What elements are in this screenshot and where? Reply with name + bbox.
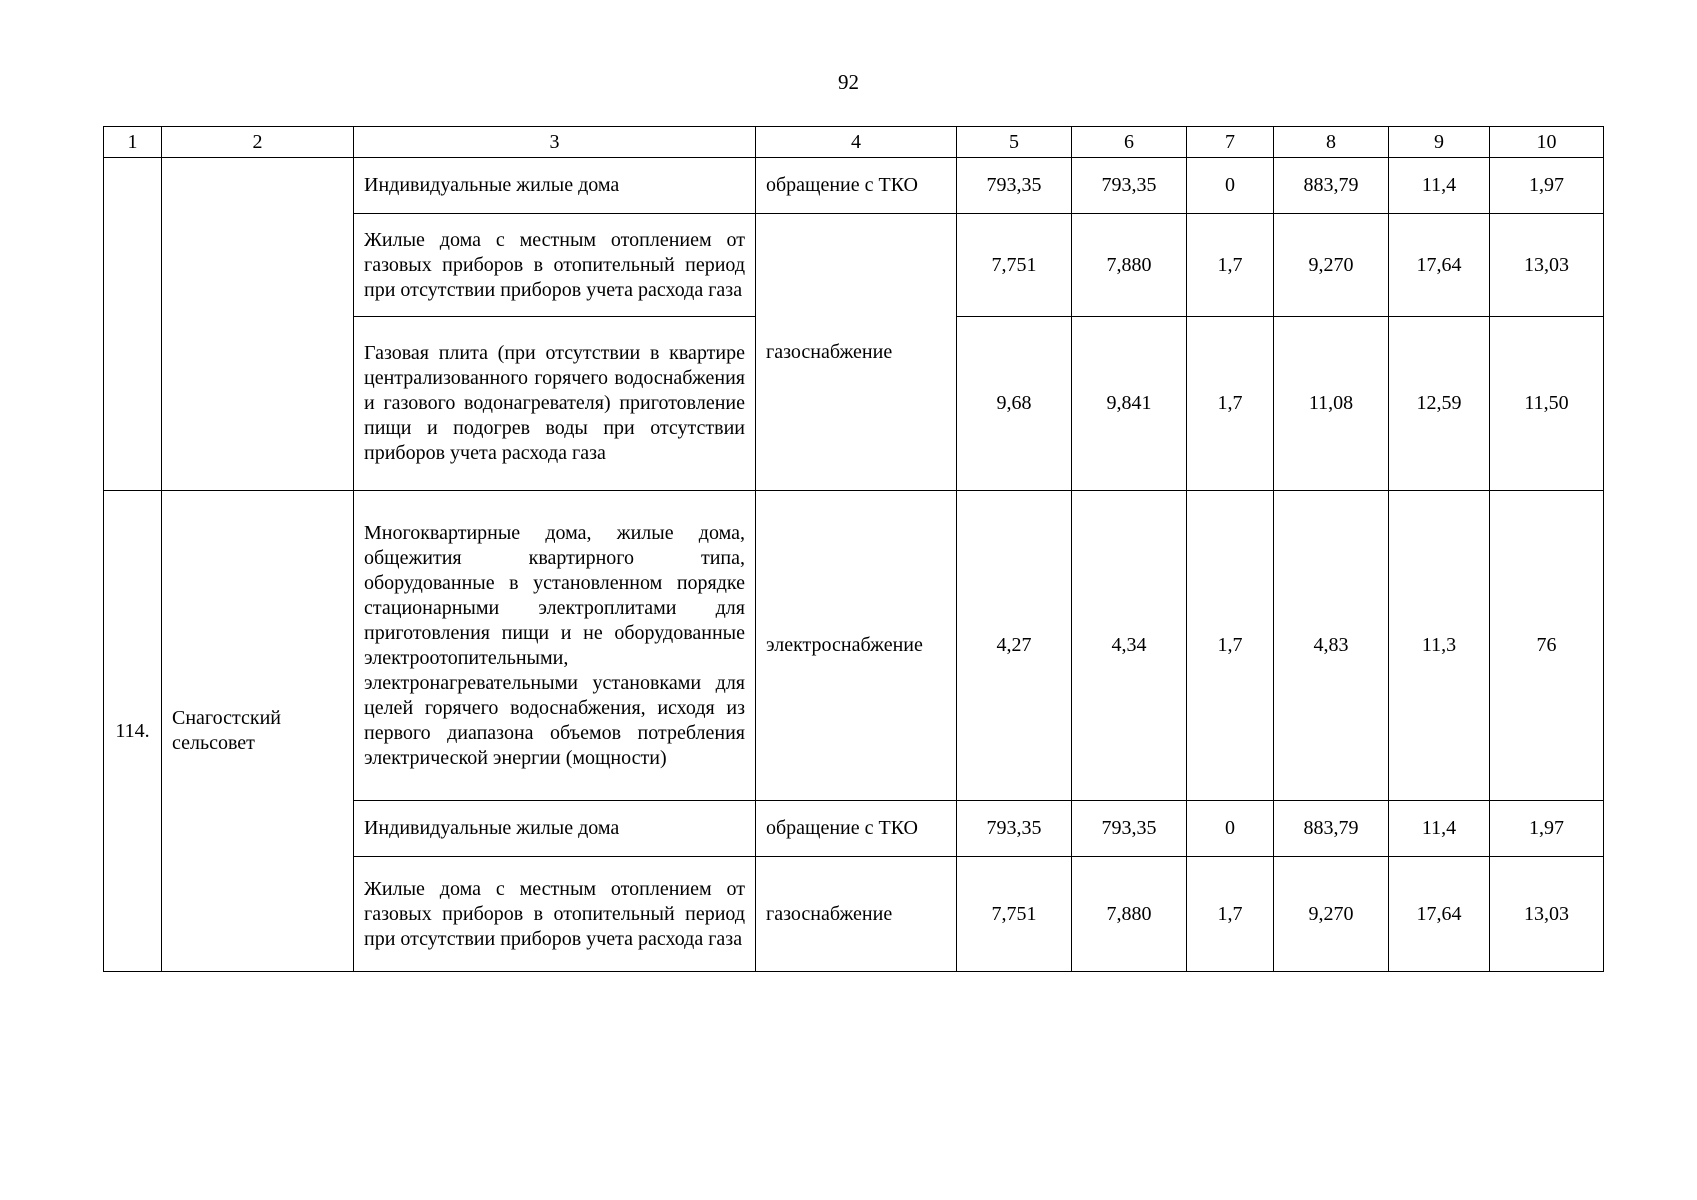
- column-header: 8: [1274, 127, 1389, 158]
- value-cell: 1,7: [1187, 214, 1274, 317]
- value-cell: 7,751: [957, 214, 1072, 317]
- page-number: 92: [838, 70, 859, 94]
- consumer-description: Индивидуальные жилые дома: [354, 801, 756, 857]
- value-cell: 883,79: [1274, 158, 1389, 214]
- entity-name: Снагостский сельсовет: [162, 491, 354, 972]
- value-cell: 1,7: [1187, 857, 1274, 972]
- service-type: обращение с ТКО: [756, 801, 957, 857]
- value-cell: 793,35: [957, 801, 1072, 857]
- value-cell: 4,34: [1072, 491, 1187, 801]
- value-cell: 17,64: [1389, 857, 1490, 972]
- column-header: 4: [756, 127, 957, 158]
- entity-index-cell: [104, 158, 162, 491]
- service-type: обращение с ТКО: [756, 158, 957, 214]
- column-header: 10: [1490, 127, 1604, 158]
- column-header: 5: [957, 127, 1072, 158]
- table-row: [104, 491, 1604, 801]
- consumer-description: Жилые дома с местным отоплением от газовых приборов в отопительный период при отсутствии приборов учета расхода газа: [354, 214, 756, 317]
- entity-index: 114.: [104, 491, 162, 972]
- value-cell: 11,08: [1274, 317, 1389, 491]
- service-type: электроснабжение: [756, 491, 957, 801]
- tariff-table: [103, 126, 1604, 972]
- value-cell: 11,50: [1490, 317, 1604, 491]
- value-cell: 4,83: [1274, 491, 1389, 801]
- value-cell: 11,4: [1389, 801, 1490, 857]
- service-type: газоснабжение: [756, 214, 957, 491]
- column-header: 7: [1187, 127, 1274, 158]
- value-cell: 793,35: [1072, 158, 1187, 214]
- value-cell: 9,270: [1274, 857, 1389, 972]
- value-cell: 1,7: [1187, 317, 1274, 491]
- value-cell: 9,841: [1072, 317, 1187, 491]
- consumer-description: Индивидуальные жилые дома: [354, 158, 756, 214]
- value-cell: 4,27: [957, 491, 1072, 801]
- consumer-description: Многоквартирные дома, жилые дома, общежития квартирного типа, оборудованные в установленном порядке стационарными электроплитами для приготовления пищи и не оборудованные электроотопительными, электронагревательными установками для целей горячего водоснабжения, исходя из первого диапазона объемов потребления электрической энергии (мощности): [354, 491, 756, 801]
- value-cell: 17,64: [1389, 214, 1490, 317]
- entity-name-cell: [162, 158, 354, 491]
- column-header: 1: [104, 127, 162, 158]
- value-cell: 12,59: [1389, 317, 1490, 491]
- column-header: 2: [162, 127, 354, 158]
- value-cell: 1,97: [1490, 158, 1604, 214]
- value-cell: 7,751: [957, 857, 1072, 972]
- value-cell: 9,270: [1274, 214, 1389, 317]
- column-header: 6: [1072, 127, 1187, 158]
- consumer-description: Жилые дома с местным отоплением от газовых приборов в отопительный период при отсутствии приборов учета расхода газа: [354, 857, 756, 972]
- consumer-description: Газовая плита (при отсутствии в квартире централизованного горячего водоснабжения и газового водонагревателя) приготовление пищи и подогрев воды при отсутствии приборов учета расхода газа: [354, 317, 756, 491]
- value-cell: 793,35: [1072, 801, 1187, 857]
- value-cell: 1,7: [1187, 491, 1274, 801]
- column-header: 3: [354, 127, 756, 158]
- value-cell: 883,79: [1274, 801, 1389, 857]
- value-cell: 0: [1187, 158, 1274, 214]
- value-cell: 13,03: [1490, 857, 1604, 972]
- value-cell: 7,880: [1072, 857, 1187, 972]
- value-cell: 11,4: [1389, 158, 1490, 214]
- value-cell: 13,03: [1490, 214, 1604, 317]
- table-row: [104, 158, 1604, 214]
- column-header: 9: [1389, 127, 1490, 158]
- service-type: газоснабжение: [756, 857, 957, 972]
- table-header-row: [104, 127, 1604, 158]
- value-cell: 76: [1490, 491, 1604, 801]
- value-cell: 1,97: [1490, 801, 1604, 857]
- value-cell: 0: [1187, 801, 1274, 857]
- value-cell: 9,68: [957, 317, 1072, 491]
- value-cell: 793,35: [957, 158, 1072, 214]
- value-cell: 11,3: [1389, 491, 1490, 801]
- value-cell: 7,880: [1072, 214, 1187, 317]
